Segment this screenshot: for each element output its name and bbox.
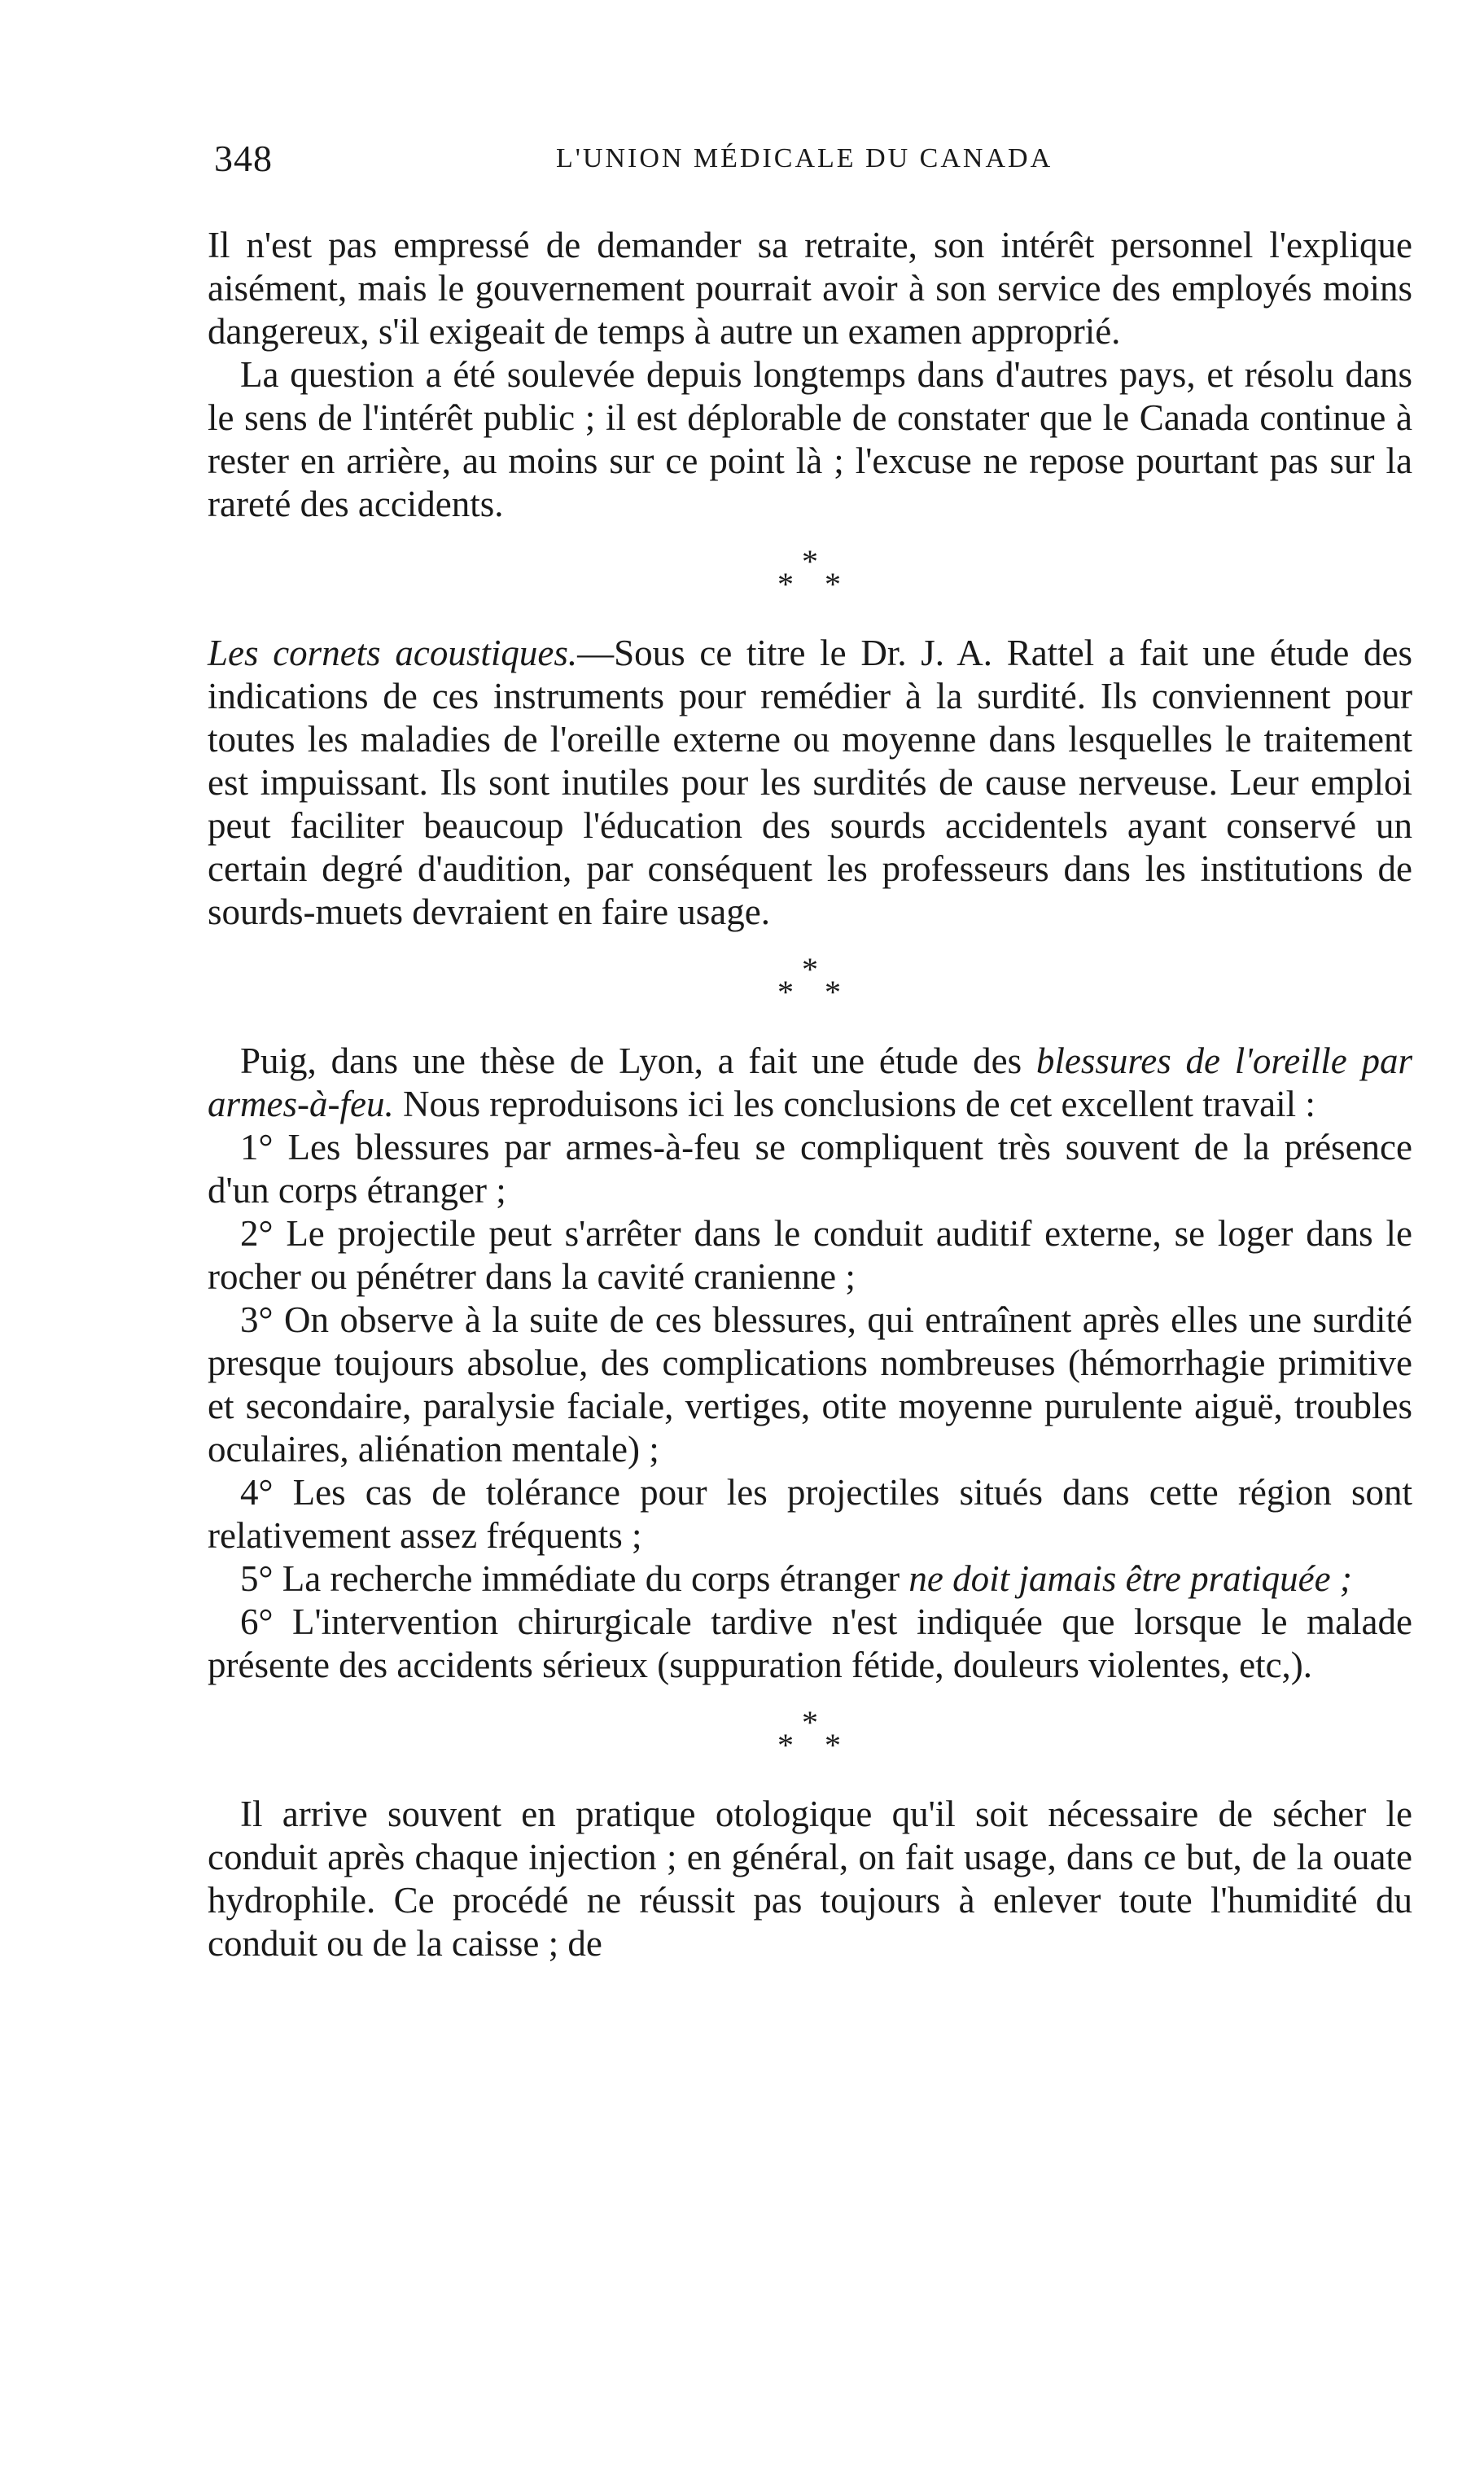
page-body — [208, 224, 1412, 1965]
asterisk-glyph: * — [802, 1704, 818, 1741]
asterisk-glyph: * — [802, 951, 818, 988]
conclusion-item-6: 6° L'intervention chirurgicale tardive n'est indiquée que lorsque le malade présente des accidents sérieux (suppuration fétide, douleurs violentes, etc,). — [208, 1601, 1412, 1685]
asterisk-glyph: * — [777, 566, 794, 602]
cornets-paragraph — [208, 632, 1412, 934]
section-separator — [208, 1687, 1412, 1793]
conclusion-item-5-text: 5° La recherche immédiate du corps étranger — [240, 1558, 909, 1599]
conclusion-item-5-italic: ne doit jamais être pratiquée ; — [908, 1558, 1352, 1599]
asterisk-glyph: * — [777, 1727, 794, 1763]
cornets-title: Les cornets acoustiques. — [208, 633, 578, 673]
cornets-text: —Sous ce titre le Dr. J. A. Rattel a fait une étude des indications de ces instruments pour remédier à la surdité. Ils conviennent pour toutes les maladies de l'oreille externe ou moyenne dans lesquelles le traitement est impuissant. Ils sont inutiles pour les surdités de cause nerveuse. Leur emploi peut faciliter beaucoup l'éducation des sourds accidentels ayant conservé un certain degré d'audition, par conséquent les professeurs dans les institutions de sourds-muets devraient en faire usage. — [208, 633, 1412, 932]
page-number: 348 — [214, 138, 273, 179]
asterism-ornament — [769, 1706, 867, 1772]
asterism-ornament — [769, 545, 867, 611]
asterisk-glyph: * — [825, 974, 841, 1010]
section-separator — [208, 526, 1412, 632]
puig-intro-text: Puig, dans une thèse de Lyon, a fait une étude des — [240, 1040, 1036, 1081]
intro-paragraph-2: La question a été soulevée depuis longtemps dans d'autres pays, et résolu dans le sens de l'intérêt public ; il est déplorable de constater que le Canada continue à rester en arrière, au moins sur ce point là ; l'excuse ne repose pourtant pas sur la rareté des accidents. — [208, 354, 1412, 524]
conclusion-item-1: 1° Les blessures par armes-à-feu se compliquent très souvent de la présence d'un corps étranger ; — [208, 1127, 1412, 1211]
otology-paragraph: Il arrive souvent en pratique otologique qu'il soit nécessaire de sécher le conduit après chaque injection ; en général, on fait usage, dans ce but, de la ouate hydrophile. Ce procédé ne réussit pas toujours à enlever toute l'humidité du conduit ou de la caisse ; de — [208, 1794, 1412, 1964]
puig-intro-after: Nous reproduisons ici les conclusions de cet excellent travail : — [393, 1084, 1315, 1124]
asterisk-glyph: * — [802, 543, 818, 580]
conclusion-item-4: 4° Les cas de tolérance pour les projectiles situés dans cette région sont relativement assez fréquents ; — [208, 1472, 1412, 1556]
puig-intro-italic: blessures de l'oreille par armes-à-feu. — [208, 1040, 1412, 1124]
asterisk-glyph: * — [825, 566, 841, 602]
intro-paragraph-1: Il n'est pas empressé de demander sa retraite, son intérêt personnel l'explique aisément, mais le gouvernement pourrait avoir à son service des employés moins dangereux, s'il exigeait de temps à autre un examen approprié. — [208, 225, 1412, 352]
conclusion-item-3: 3° On observe à la suite de ces blessures, qui entraînent après elles une surdité presque toujours absolue, des complications nombreuses (hémorrhagie primitive et secondaire, paralysie faciale, vertiges, otite moyenne purulente aiguë, troubles oculaires, aliénation mentale) ; — [208, 1299, 1412, 1470]
conclusion-item-2: 2° Le projectile peut s'arrêter dans le conduit auditif externe, se loger dans le rocher ou pénétrer dans la cavité cranienne ; — [208, 1213, 1412, 1297]
section-separator — [208, 934, 1412, 1040]
puig-intro-paragraph — [208, 1040, 1412, 1126]
running-title: L'UNION MÉDICALE DU CANADA — [556, 143, 1053, 173]
asterisk-glyph: * — [777, 974, 794, 1010]
asterisk-glyph: * — [825, 1727, 841, 1763]
page-header — [208, 137, 1412, 194]
asterism-ornament — [769, 953, 867, 1018]
conclusion-item-5 — [208, 1557, 1412, 1601]
